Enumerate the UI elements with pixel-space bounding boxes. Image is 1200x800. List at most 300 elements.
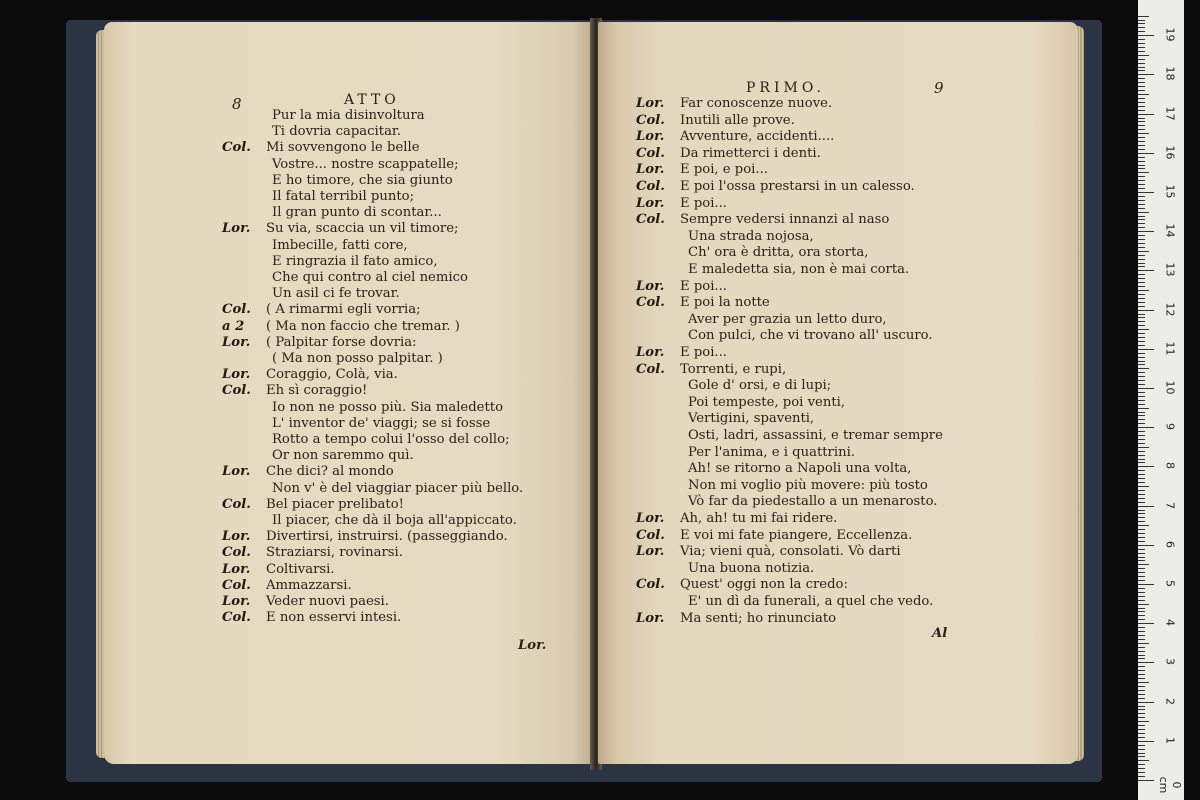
ruler-tick: [1138, 141, 1145, 142]
ruler-tick: [1138, 482, 1145, 483]
ruler-tick: [1138, 345, 1145, 346]
ruler-tick: [1138, 219, 1145, 220]
ruler-tick: [1138, 188, 1145, 189]
verse-line: Pur la mia disinvoltura: [272, 108, 425, 123]
ruler-tick: [1138, 498, 1145, 499]
right-page-header: PRIMO.: [746, 80, 825, 96]
ruler-tick: [1138, 506, 1154, 507]
ruler-number: 13: [1163, 262, 1177, 277]
ruler-tick: [1138, 694, 1145, 695]
ruler-tick: [1138, 94, 1149, 95]
speaker-label: Col.: [222, 545, 251, 561]
verse-line: Su via, scaccia un vil timore;: [266, 221, 459, 237]
ruler-tick: [1138, 533, 1145, 534]
ruler-tick: [1138, 662, 1154, 663]
ruler-tick: [1138, 145, 1145, 146]
ruler-tick: [1138, 741, 1154, 742]
ruler-tick: [1138, 114, 1154, 115]
ruler-tick: [1138, 23, 1145, 24]
ruler-tick: [1138, 658, 1145, 659]
verse-line: Ammazzarsi.: [266, 577, 352, 593]
ruler-tick: [1138, 98, 1145, 99]
verse-line: L' inventor de' viaggi; se si fosse: [272, 415, 491, 431]
ruler-number: 5: [1163, 580, 1177, 587]
ruler-tick: [1138, 537, 1145, 538]
ruler-tick: [1138, 604, 1149, 605]
measurement-ruler: [1138, 0, 1184, 800]
verse-line: Coraggio, Colà, via.: [266, 367, 398, 383]
ruler-number: 19: [1163, 27, 1177, 42]
verse-line: Quest' oggi non la credo:: [680, 577, 848, 593]
ruler-tick: [1138, 290, 1149, 291]
ruler-tick: [1138, 623, 1154, 624]
speaker-label: Col.: [636, 527, 665, 543]
ruler-tick: [1138, 682, 1149, 683]
speaker-label: Lor.: [636, 610, 665, 626]
verse-line: Inutili alle prove.: [680, 112, 795, 128]
verse-line: E poi...: [680, 345, 727, 360]
verse-line: E poi...: [680, 278, 727, 294]
ruler-tick: [1138, 184, 1145, 185]
verse-line: Rotto a tempo colui l'osso del collo;: [272, 432, 510, 447]
ruler-tick: [1138, 459, 1145, 460]
verse-line: E voi mi fate piangere, Eccellenza.: [680, 527, 913, 543]
verse-line: ( Ma non posso palpitar. ): [272, 351, 443, 366]
ruler-tick: [1138, 698, 1145, 699]
ruler-tick: [1138, 455, 1145, 456]
ruler-tick: [1138, 27, 1145, 28]
ruler-tick: [1138, 157, 1145, 158]
ruler-tick: [1138, 631, 1145, 632]
ruler-tick: [1138, 647, 1145, 648]
ruler-tick: [1138, 706, 1145, 707]
verse-line: Il fatal terribil punto;: [272, 189, 415, 204]
speaker-label: Col.: [222, 302, 251, 318]
ruler-tick: [1138, 568, 1145, 569]
ruler-tick: [1138, 349, 1154, 350]
verse-line: Bel piacer prelibato!: [266, 496, 404, 512]
ruler-tick: [1138, 70, 1145, 71]
verse-line: Una buona notizia.: [688, 560, 815, 576]
speaker-label: Col.: [636, 295, 665, 311]
ruler-tick: [1138, 502, 1145, 503]
ruler-tick: [1138, 764, 1145, 765]
ruler-tick: [1138, 564, 1149, 565]
ruler-tick: [1138, 588, 1145, 589]
ruler-tick: [1138, 129, 1145, 130]
ruler-tick: [1138, 529, 1145, 530]
ruler-tick: [1138, 192, 1154, 193]
verse-line: Non v' è del viaggiar piacer più bello.: [272, 480, 524, 496]
ruler-tick: [1138, 702, 1154, 703]
verse-line: Ah! se ritorno a Napoli una volta,: [688, 461, 912, 477]
ruler-tick: [1138, 149, 1145, 150]
ruler-tick: [1138, 110, 1145, 111]
verse-line: ( A rimarmi egli vorria;: [266, 302, 421, 318]
ruler-number: 11: [1163, 341, 1177, 356]
ruler-tick: [1138, 756, 1145, 757]
ruler-tick: [1138, 388, 1154, 389]
verse-line: Straziarsi, rovinarsi.: [266, 545, 403, 561]
verse-line: Coltivarsi.: [266, 561, 335, 577]
ruler-tick: [1138, 294, 1145, 295]
ruler-tick: [1138, 753, 1145, 754]
verse-line: E' un dì da funerali, a quel che vedo.: [688, 594, 934, 609]
ruler-tick: [1138, 392, 1145, 393]
speaker-label: Lor.: [222, 561, 251, 577]
verse-line: Ch' ora è dritta, ora storta,: [688, 245, 869, 261]
verse-line: Gole d' orsi, e di lupi;: [688, 378, 832, 394]
left-page: [104, 22, 592, 764]
ruler-tick: [1138, 274, 1145, 275]
verse-line: E ho timore, che sia giunto: [272, 172, 453, 188]
speaker-label: Lor.: [636, 96, 665, 111]
verse-line: Una strada nojosa,: [688, 228, 814, 244]
ruler-tick: [1138, 325, 1145, 326]
speaker-label: a 2: [222, 318, 245, 334]
ruler-tick: [1138, 286, 1145, 287]
ruler-tick: [1138, 333, 1145, 334]
right-catchword: Al: [932, 626, 948, 641]
ruler-tick: [1138, 165, 1145, 166]
ruler-tick: [1138, 67, 1145, 68]
ruler-tick: [1138, 412, 1145, 413]
ruler-tick: [1138, 314, 1145, 315]
ruler-tick: [1138, 43, 1145, 44]
speaker-label: Col.: [636, 212, 665, 228]
verse-line: Veder nuovi paesi.: [266, 594, 389, 609]
speaker-label: Lor.: [636, 544, 665, 560]
ruler-tick: [1138, 306, 1145, 307]
ruler-tick: [1138, 251, 1149, 252]
speaker-label: Lor.: [636, 511, 665, 526]
ruler-tick: [1138, 686, 1145, 687]
left-catchword: Lor.: [518, 638, 547, 653]
ruler-tick: [1138, 678, 1145, 679]
verse-line: Aver per grazia un letto duro,: [688, 311, 887, 327]
ruler-tick: [1138, 20, 1145, 21]
ruler-tick: [1138, 553, 1145, 554]
ruler-tick: [1138, 63, 1145, 64]
ruler-tick: [1138, 549, 1145, 550]
ruler-number: 6: [1163, 540, 1177, 548]
verse-line: Or non saremmo quì.: [272, 448, 414, 464]
ruler-tick: [1138, 137, 1145, 138]
ruler-tick: [1138, 368, 1149, 369]
ruler-tick: [1138, 494, 1145, 495]
ruler-tick: [1138, 760, 1149, 761]
ruler-tick: [1138, 431, 1145, 432]
speaker-label: Col.: [636, 577, 665, 593]
speaker-label: Col.: [222, 577, 251, 593]
ruler-tick: [1138, 592, 1145, 593]
verse-line: Vostre... nostre scappatelle;: [272, 156, 459, 172]
ruler-tick: [1138, 404, 1145, 405]
ruler-tick: [1138, 415, 1145, 416]
ruler-tick: [1138, 161, 1145, 162]
ruler-tick: [1138, 780, 1154, 781]
ruler-tick: [1138, 608, 1145, 609]
ruler-tick: [1138, 510, 1145, 511]
ruler-tick: [1138, 408, 1149, 409]
verse-line: Io non ne posso più. Sia maledetto: [272, 399, 504, 415]
ruler-tick: [1138, 86, 1145, 87]
ruler-tick: [1138, 619, 1145, 620]
ruler-tick: [1138, 153, 1154, 154]
speaker-label: Lor.: [636, 162, 665, 178]
ruler-tick: [1138, 674, 1145, 675]
ruler-tick: [1138, 376, 1145, 377]
ruler-tick: [1138, 655, 1145, 656]
ruler-tick: [1138, 102, 1145, 103]
ruler-tick: [1138, 690, 1145, 691]
ruler-tick: [1138, 231, 1154, 232]
ruler-tick: [1138, 172, 1149, 173]
ruler-tick: [1138, 196, 1145, 197]
verse-line: Eh sì coraggio!: [266, 383, 368, 399]
ruler-tick: [1138, 282, 1145, 283]
ruler-tick: [1138, 204, 1145, 205]
ruler-tick: [1138, 721, 1149, 722]
verse-line: E maledetta sia, non è mai corta.: [688, 262, 910, 277]
ruler-tick: [1138, 384, 1145, 385]
ruler-tick: [1138, 576, 1145, 577]
ruler-tick: [1138, 121, 1145, 122]
ruler-tick: [1138, 745, 1145, 746]
ruler-tick: [1138, 451, 1145, 452]
verse-line: Che dici? al mondo: [266, 464, 394, 480]
ruler-number: 1: [1163, 736, 1177, 744]
ruler-tick: [1138, 372, 1145, 373]
ruler-tick: [1138, 168, 1145, 169]
ruler-tick: [1138, 729, 1145, 730]
ruler-tick: [1138, 776, 1145, 777]
speaker-label: Col.: [636, 112, 665, 128]
ruler-tick: [1138, 317, 1145, 318]
speaker-label: Col.: [636, 179, 665, 194]
verse-line: E poi l'ossa prestarsi in un calesso.: [680, 179, 915, 194]
ruler-tick: [1138, 635, 1145, 636]
verse-line: Torrenti, e rupi,: [680, 361, 787, 377]
ruler-tick: [1138, 462, 1145, 463]
ruler-tick: [1138, 713, 1145, 714]
ruler-number: 15: [1163, 184, 1177, 199]
ruler-tick: [1138, 361, 1145, 362]
verse-line: E poi, e poi...: [680, 162, 768, 178]
ruler-tick: [1138, 47, 1145, 48]
ruler-tick: [1138, 725, 1145, 726]
verse-line: Con pulci, che vi trovano all' uscuro.: [688, 328, 933, 344]
ruler-tick: [1138, 643, 1149, 644]
verse-line: E non esservi intesi.: [266, 610, 402, 626]
ruler-tick: [1138, 212, 1149, 213]
verse-line: E poi...: [680, 195, 727, 211]
verse-line: ( Palpitar forse dovria:: [266, 334, 417, 350]
ruler-tick: [1138, 666, 1145, 667]
ruler-tick: [1138, 545, 1154, 546]
ruler-tick: [1138, 16, 1149, 17]
ruler-tick: [1138, 447, 1149, 448]
ruler-tick: [1138, 35, 1154, 36]
ruler-number: 10: [1163, 380, 1177, 395]
ruler-tick: [1138, 270, 1154, 271]
ruler-tick: [1138, 670, 1145, 671]
verse-line: Far conoscenze nuove.: [680, 96, 833, 111]
verse-line: Il piacer, che dà il boja all'appiccato.: [272, 513, 517, 528]
ruler-tick: [1138, 200, 1145, 201]
speaker-label: Lor.: [222, 367, 251, 383]
ruler-tick: [1138, 298, 1145, 299]
ruler-tick: [1138, 596, 1145, 597]
ruler-tick: [1138, 466, 1154, 467]
ruler-tick: [1138, 470, 1145, 471]
verse-line: Vò far da piedestallo a un menarosto.: [688, 494, 938, 510]
ruler-number: 18: [1163, 66, 1177, 81]
ruler-tick: [1138, 600, 1145, 601]
ruler-tick: [1138, 557, 1145, 558]
left-page-number: 8: [232, 95, 242, 113]
ruler-tick: [1138, 353, 1145, 354]
ruler-tick: [1138, 180, 1145, 181]
verse-line: Ma senti; ho rinunciato: [680, 610, 837, 626]
ruler-number: 14: [1163, 223, 1177, 238]
verse-line: Un asil ci fe trovar.: [272, 286, 400, 302]
speaker-label: Lor.: [636, 195, 665, 211]
verse-line: Imbecille, fatti core,: [272, 237, 408, 253]
speaker-label: Lor.: [222, 594, 251, 609]
speaker-label: Col.: [222, 610, 251, 626]
ruler-tick: [1138, 255, 1145, 256]
speaker-label: Lor.: [222, 529, 251, 545]
ruler-tick: [1138, 396, 1145, 397]
ruler-tick: [1138, 486, 1149, 487]
ruler-tick: [1138, 78, 1145, 79]
ruler-tick: [1138, 709, 1145, 710]
ruler-tick: [1138, 737, 1145, 738]
ruler-tick: [1138, 176, 1145, 177]
ruler-number: 4: [1163, 619, 1177, 627]
speaker-label: Col.: [222, 140, 251, 156]
verse-line: Divertirsi, instruirsi. (passeggiando.: [266, 529, 508, 545]
ruler-number: 9: [1163, 423, 1177, 431]
ruler-tick: [1138, 478, 1145, 479]
ruler-tick: [1138, 329, 1149, 330]
ruler-tick: [1138, 443, 1145, 444]
ruler-tick: [1138, 227, 1145, 228]
ruler-tick: [1138, 423, 1145, 424]
right-page: [598, 22, 1078, 764]
speaker-label: Lor.: [636, 278, 665, 294]
ruler-tick: [1138, 82, 1145, 83]
ruler-tick: [1138, 627, 1145, 628]
ruler-tick: [1138, 580, 1145, 581]
ruler-tick: [1138, 235, 1145, 236]
speaker-label: Col.: [636, 145, 665, 161]
ruler-unit-label: 0 cm: [1157, 776, 1183, 794]
verse-line: Avventure, accidenti....: [680, 129, 835, 145]
ruler-tick: [1138, 118, 1145, 119]
ruler-tick: [1138, 133, 1149, 134]
verse-line: Vertigini, spaventi,: [688, 411, 815, 427]
ruler-tick: [1138, 243, 1145, 244]
ruler-tick: [1138, 208, 1145, 209]
speaker-label: Lor.: [222, 221, 251, 237]
ruler-tick: [1138, 74, 1154, 75]
ruler-tick: [1138, 611, 1145, 612]
speaker-label: Lor.: [636, 129, 665, 145]
verse-line: Per l'anima, e i quattrini.: [688, 444, 855, 460]
ruler-number: 2: [1163, 697, 1177, 705]
right-page-number: 9: [934, 79, 944, 97]
ruler-tick: [1138, 435, 1145, 436]
ruler-tick: [1138, 55, 1149, 56]
ruler-tick: [1138, 239, 1145, 240]
ruler-tick: [1138, 341, 1145, 342]
ruler-tick: [1138, 717, 1145, 718]
verse-line: Sempre vedersi innanzi al naso: [680, 212, 890, 228]
ruler-number: 7: [1163, 501, 1177, 509]
ruler-tick: [1138, 266, 1145, 267]
verse-line: Osti, ladri, assassini, e tremar sempre: [688, 428, 943, 443]
ruler-tick: [1138, 106, 1145, 107]
ruler-tick: [1138, 572, 1145, 573]
ruler-tick: [1138, 615, 1145, 616]
ruler-number: 17: [1163, 106, 1177, 121]
verse-line: Mi sovvengono le belle: [266, 140, 420, 156]
verse-line: Via; vieni quà, consolati. Vò darti: [680, 544, 901, 560]
verse-line: Il gran punto di scontar...: [272, 205, 442, 221]
ruler-tick: [1138, 400, 1145, 401]
ruler-tick: [1138, 310, 1154, 311]
ruler-tick: [1138, 216, 1145, 217]
ruler-tick: [1138, 517, 1145, 518]
ruler-tick: [1138, 39, 1145, 40]
ruler-tick: [1138, 513, 1145, 514]
ruler-tick: [1138, 651, 1145, 652]
ruler-tick: [1138, 439, 1145, 440]
ruler-tick: [1138, 474, 1145, 475]
verse-line: Poi tempeste, poi venti,: [688, 394, 846, 410]
speaker-label: Col.: [222, 383, 251, 399]
ruler-number: 3: [1163, 658, 1177, 666]
speaker-label: Lor.: [222, 464, 251, 480]
verse-line: Che qui contro al ciel nemico: [272, 270, 468, 285]
ruler-number: 16: [1163, 145, 1177, 160]
ruler-tick: [1138, 51, 1145, 52]
ruler-tick: [1138, 733, 1145, 734]
verse-line: ( Ma non faccio che tremar. ): [266, 318, 460, 334]
verse-line: Ti dovria capacitar.: [272, 124, 401, 140]
ruler-tick: [1138, 125, 1145, 126]
verse-line: Da rimetterci i denti.: [680, 145, 821, 161]
ruler-tick: [1138, 768, 1145, 769]
speaker-label: Col.: [636, 361, 665, 377]
ruler-tick: [1138, 263, 1145, 264]
ruler-number: 8: [1163, 462, 1177, 470]
ruler-tick: [1138, 259, 1145, 260]
verse-line: Non mi voglio più movere: più tosto: [688, 477, 928, 493]
ruler-number: 12: [1163, 302, 1177, 317]
ruler-tick: [1138, 247, 1145, 248]
left-page-header: ATTO: [344, 92, 400, 108]
ruler-tick: [1138, 278, 1145, 279]
ruler-tick: [1138, 427, 1154, 428]
ruler-tick: [1138, 357, 1145, 358]
ruler-tick: [1138, 772, 1145, 773]
ruler-tick: [1138, 525, 1149, 526]
ruler-tick: [1138, 584, 1154, 585]
ruler-tick: [1138, 419, 1145, 420]
